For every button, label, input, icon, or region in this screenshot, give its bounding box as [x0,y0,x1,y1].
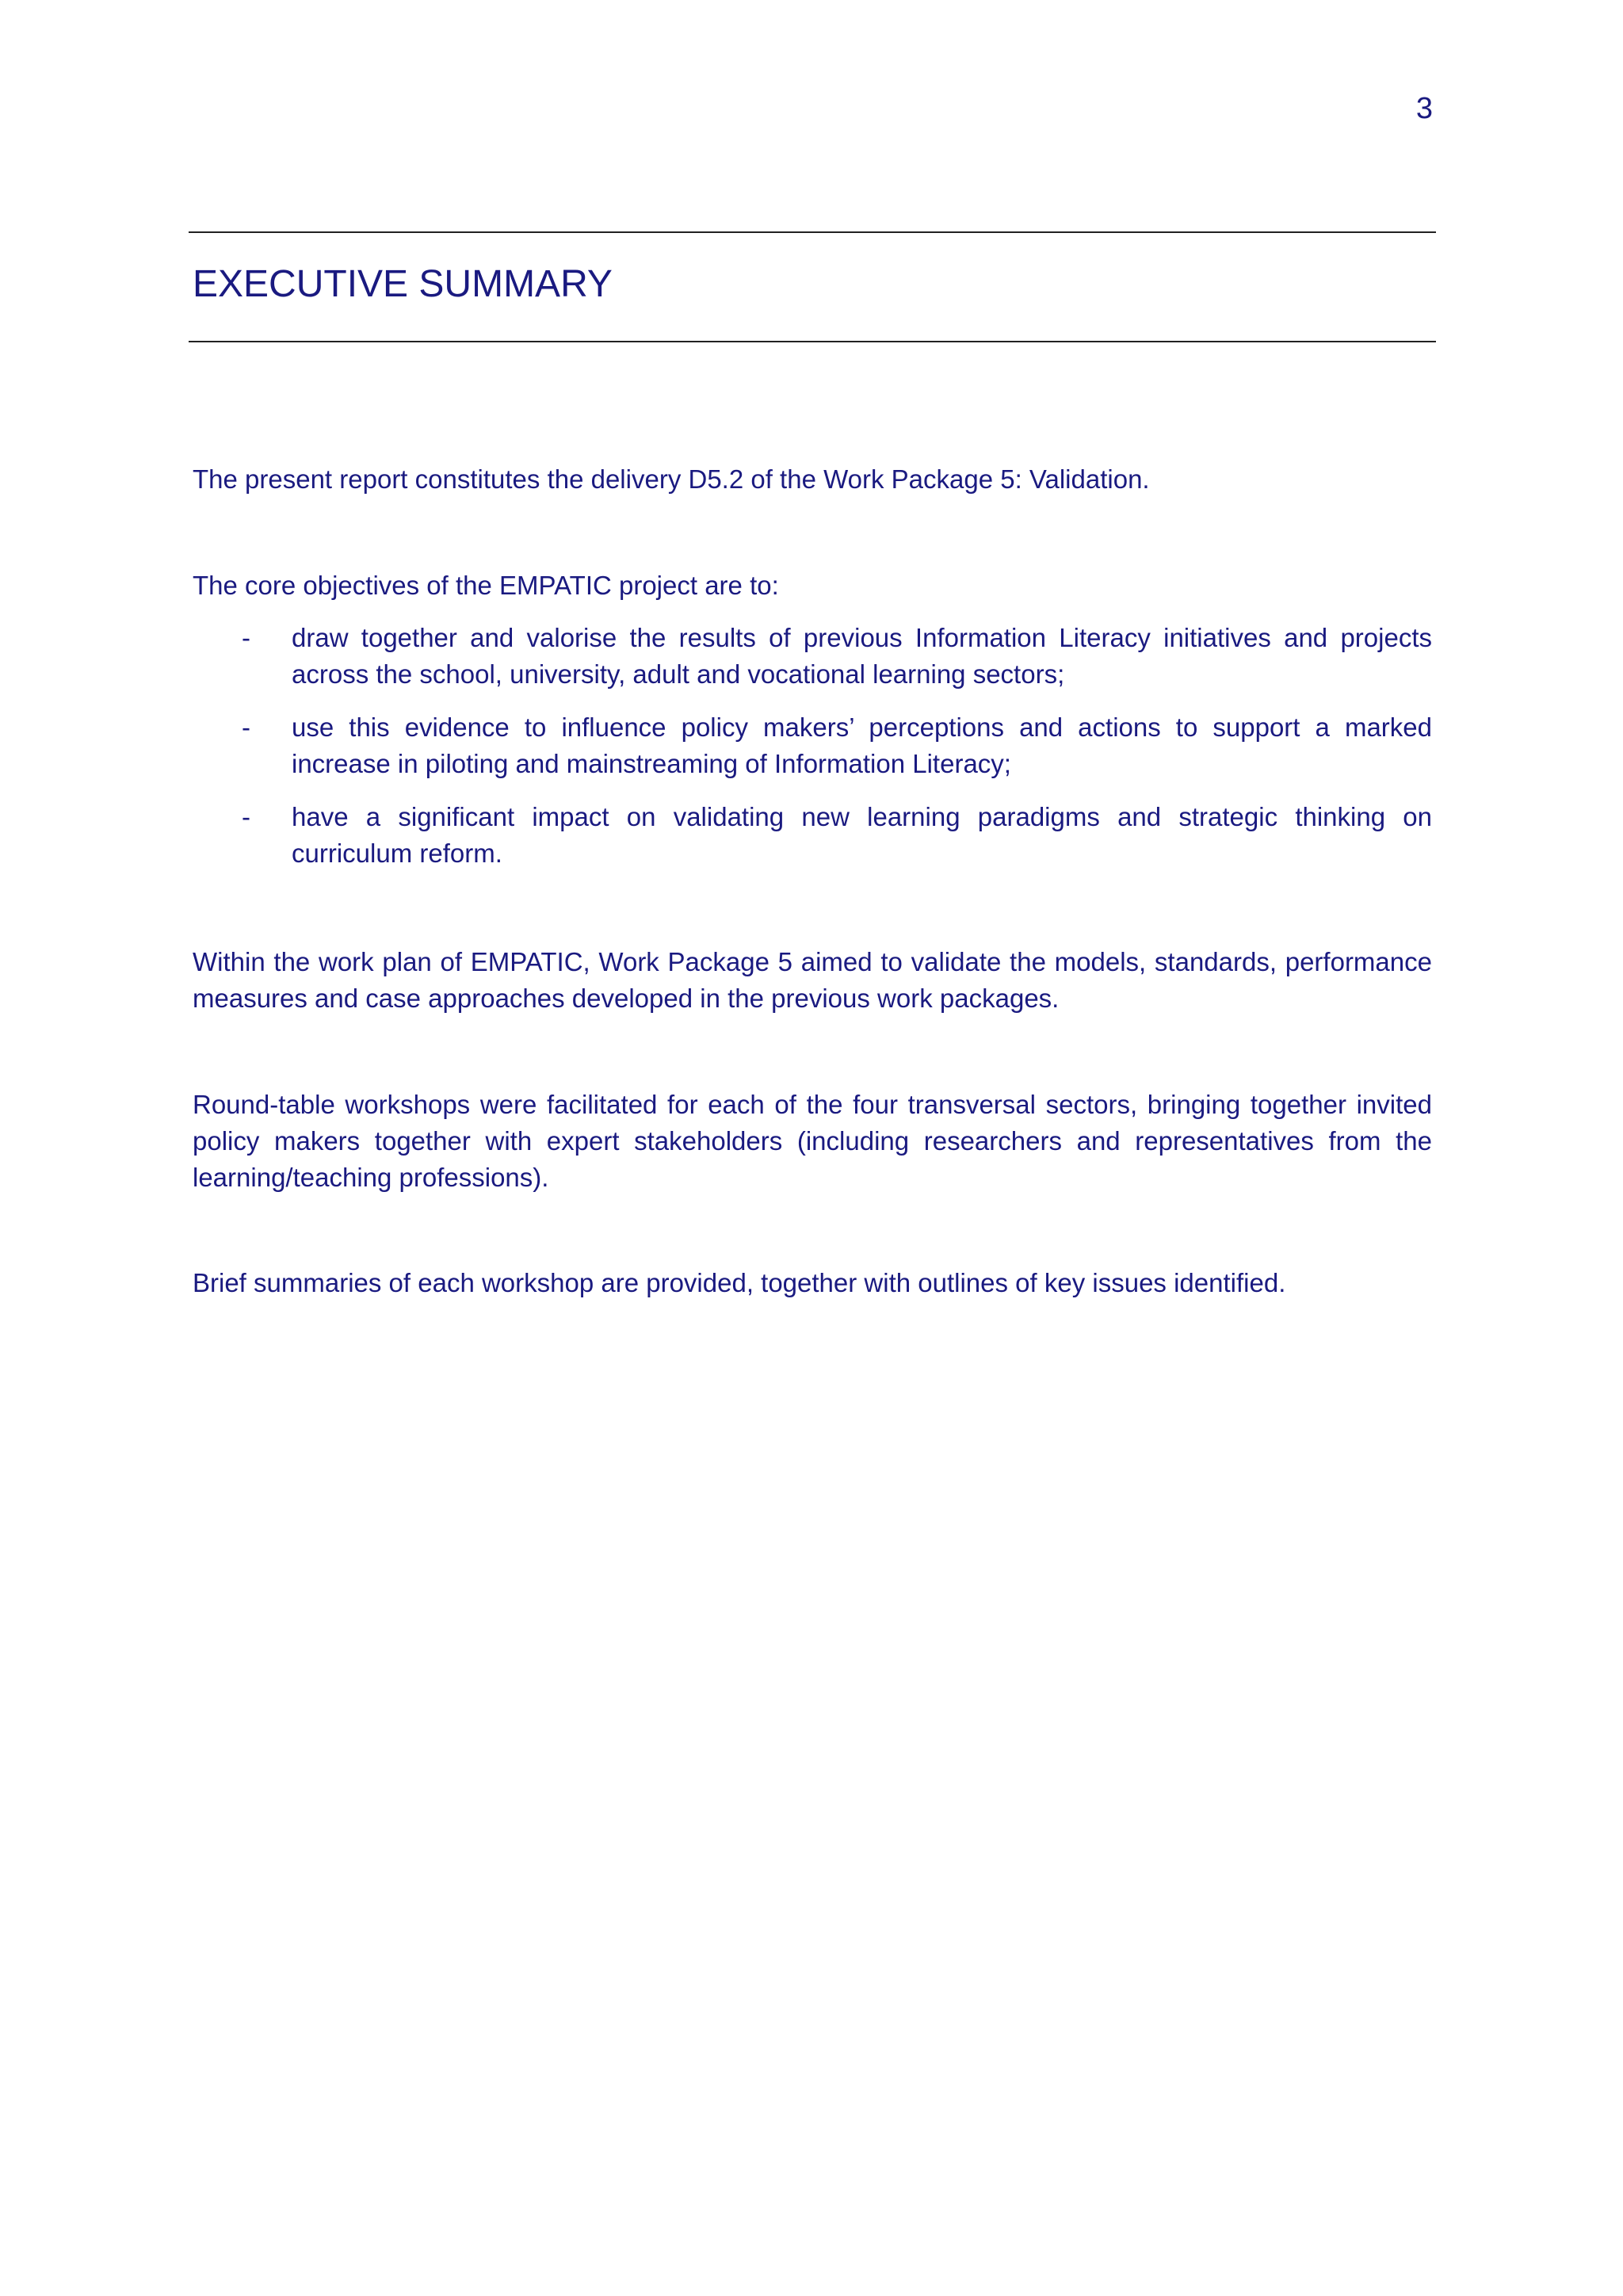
intro-paragraph: The present report constitutes the delivery D5.2 of the Work Package 5: Validation. [193,464,1150,494]
objectives-lead-paragraph: The core objectives of the EMPATIC project are to: [193,571,779,600]
objective-text: have a significant impact on validating new learning paradigms and strategic thinking on curriculum reform. [292,802,1432,868]
objective-text: use this evidence to influence policy makers’ perceptions and actions to support a marked increase in piloting and mainstreaming of Information Literacy; [292,712,1432,778]
summaries-paragraph: Brief summaries of each workshop are provided, together with outlines of key issues identified. [193,1268,1286,1297]
bullet-dash: - [242,712,250,742]
objectives-list [193,620,1432,888]
objective-text: draw together and valorise the results of previous Information Literacy initiatives and projects across the school, university, adult and vocational learning sectors; [292,623,1432,689]
page-number: 3 [1415,92,1433,125]
bullet-dash: - [242,802,250,831]
work-plan-paragraph: Within the work plan of EMPATIC, Work Package 5 aimed to validate the models, standards, performance measures and case approaches developed in the previous work packages. [193,947,1432,1013]
objective-item-2 [193,709,1432,782]
bullet-dash: - [242,623,250,652]
heading-top-rule [189,231,1436,233]
heading-bottom-rule [189,341,1436,342]
workshops-paragraph: Round-table workshops were facilitated for each of the four transversal sectors, bringing together invited policy makers together with expert stakeholders (including researchers and representatives from the learning/teaching professions). [193,1090,1432,1192]
section-title: EXECUTIVE SUMMARY [193,263,613,305]
objective-item-3 [193,799,1432,872]
objective-item-1 [193,620,1432,693]
